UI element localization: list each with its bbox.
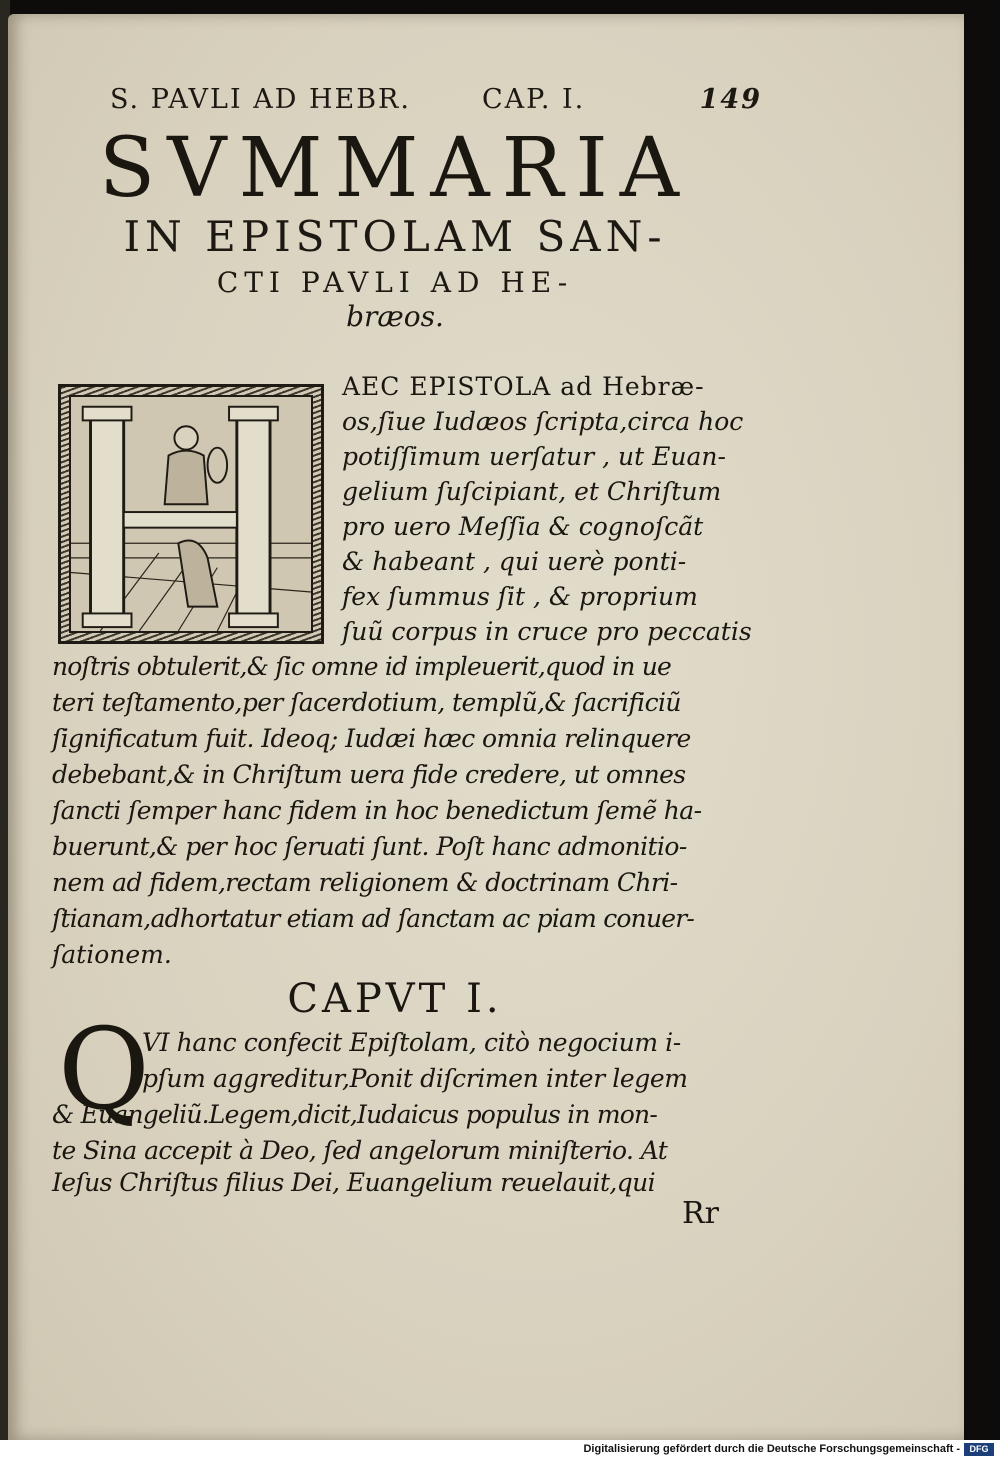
digitization-footer bbox=[0, 1440, 1000, 1460]
summary-line: & habeant , qui uerè ponti- bbox=[342, 547, 687, 576]
summary-line: potiſſimum uerſatur , ut Euan- bbox=[342, 442, 726, 471]
summary-line: noſtris obtulerit,& ſic omne id impleuerit,quod in ue bbox=[52, 652, 672, 681]
woodcut-inner-border bbox=[69, 395, 313, 633]
summary-line: ſignificatum fuit. Ideoq; Iudæi hæc omnia relinquere bbox=[52, 724, 691, 753]
chapter-line: & Euangeliũ.Legem,dicit,Iudaicus populus in mon- bbox=[52, 1100, 657, 1129]
summary-line: buerunt,& per hoc ſeruati ſunt. Poſt hanc admonitio- bbox=[52, 832, 687, 861]
summary-line: debebant,& in Chriſtum uera fide credere, ut omnes bbox=[52, 760, 686, 789]
woodcut-illustration bbox=[71, 397, 311, 631]
chapter-line: VI hanc confecit Epiſtolam, citò negocium i- bbox=[142, 1028, 681, 1057]
running-head-chapter: CAP. I. bbox=[482, 84, 586, 115]
folio-number: 149 bbox=[699, 84, 762, 115]
title-main: SVMMARIA bbox=[99, 121, 691, 216]
summary-line: ſtianam,adhortatur etiam ad ſanctam ac piam conuer- bbox=[52, 904, 695, 933]
funding-credit: Digitalisierung gefördert durch die Deutsche Forschungsgemeinschaft - bbox=[583, 1443, 960, 1455]
summary-line: os,ſiue Iudæos ſcripta,circa hoc bbox=[342, 407, 744, 436]
running-head bbox=[110, 78, 762, 124]
woodcut-initial-h bbox=[58, 384, 324, 644]
catchword: Rr bbox=[682, 1196, 719, 1231]
chapter-heading: CAPVT I. bbox=[287, 976, 503, 1022]
chapter-line: pſum aggreditur,Ponit diſcrimen inter legem bbox=[142, 1064, 688, 1093]
summary-line: ſationem. bbox=[52, 940, 172, 969]
summary-line: pro uero Meſſia & cognoſcãt bbox=[342, 512, 704, 541]
title-line-3: CTI PAVLI AD HE- bbox=[216, 266, 574, 299]
title-line-4: bræos. bbox=[346, 300, 444, 333]
title-line-2: IN EPISTOLAM SAN- bbox=[123, 212, 667, 261]
summary-line: gelium ſuſcipiant, et Chriſtum bbox=[342, 477, 722, 506]
summary-line: nem ad fidem,rectam religionem & doctrinam Chri- bbox=[52, 868, 678, 897]
chapter-line: te Sina accepit à Deo, ſed angelorum miniſterio. At bbox=[52, 1136, 668, 1165]
drop-cap-q: Q bbox=[58, 1005, 150, 1135]
summary-line: AEC EPISTOLA ad Hebræ- bbox=[342, 372, 705, 401]
running-head-left: S. PAVLI AD HEBR. bbox=[110, 84, 411, 115]
summary-line: ſancti ſemper hanc fidem in hoc benedictum ſemẽ ha- bbox=[52, 796, 702, 825]
summary-line: teri teſtamento,per ſacerdotium, templũ,& ſacrificiũ bbox=[52, 688, 681, 717]
dfg-logo-icon: DFG bbox=[964, 1443, 994, 1456]
summary-line: fex ſummus ſit , & proprium bbox=[342, 582, 698, 611]
summary-line: ſuũ corpus in cruce pro peccatis bbox=[342, 617, 752, 646]
chapter-line: Ieſus Chriſtus filius Dei, Euangelium reuelauit,qui bbox=[52, 1168, 656, 1197]
